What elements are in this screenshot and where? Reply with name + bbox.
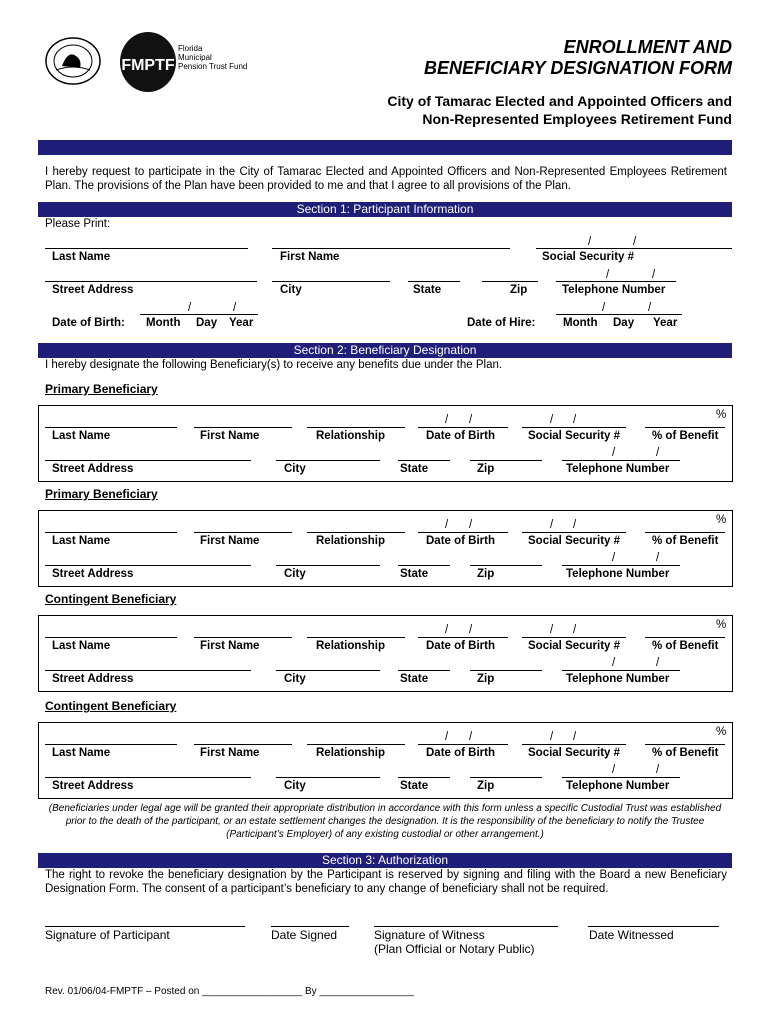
last-name-label: Last Name <box>52 430 111 442</box>
form-title-2: BENEFICIARY DESIGNATION FORM <box>423 58 732 78</box>
first-name-line[interactable] <box>194 637 292 638</box>
form-subtitle-1: City of Tamarac Elected and Appointed Officers and <box>387 93 732 109</box>
state-line[interactable] <box>398 777 450 778</box>
pct-line[interactable] <box>645 532 725 533</box>
relationship-label: Relationship <box>316 535 386 547</box>
dob-label: Date of Birth <box>426 535 495 547</box>
city-line[interactable] <box>276 777 380 778</box>
street-label: Street Address <box>52 673 134 685</box>
city-line[interactable] <box>276 565 380 566</box>
date-signed-label: Date Signed <box>271 928 338 942</box>
logo-letters: FMPTF <box>121 57 175 74</box>
zip-label: Zip <box>477 568 495 580</box>
last-name-line[interactable] <box>45 744 177 745</box>
p-phone-label: Telephone Number <box>562 284 666 296</box>
phone-slash: / <box>656 764 660 776</box>
zip-label: Zip <box>477 463 495 475</box>
city-label: City <box>284 780 306 792</box>
ssn-label: Social Security # <box>528 640 621 652</box>
revision-footer: Rev. 01/06/04-FMPTF – Posted on __________________ By _________________ <box>45 986 414 997</box>
pct-label: % of Benefit <box>652 430 719 442</box>
street-label: Street Address <box>52 780 134 792</box>
ssn-slash: / <box>573 519 577 531</box>
pct-line[interactable] <box>645 427 725 428</box>
dob-line[interactable] <box>418 637 508 638</box>
relationship-line[interactable] <box>307 637 405 638</box>
pct-label: % of Benefit <box>652 747 719 759</box>
last-name-line[interactable] <box>45 248 248 249</box>
pct-label: % of Benefit <box>652 535 719 547</box>
phone-line[interactable] <box>562 777 680 778</box>
state-line[interactable] <box>408 281 460 282</box>
date-witnessed-line[interactable] <box>588 926 719 927</box>
pct-sign: % <box>716 619 727 631</box>
dob-slash: / <box>445 731 449 743</box>
pct-sign: % <box>716 514 727 526</box>
logo-line-3: Pension Trust Fund <box>178 62 248 71</box>
street-line[interactable] <box>45 460 251 461</box>
phone-slash-1: / <box>606 269 610 281</box>
ssn-label: Social Security # <box>528 747 621 759</box>
relationship-label: Relationship <box>316 640 386 652</box>
ssn-slash: / <box>550 624 554 636</box>
date-signed-line[interactable] <box>271 926 349 927</box>
phone-label: Telephone Number <box>566 463 670 475</box>
city-label: City <box>284 673 306 685</box>
sig-witness-label: Signature of Witness <box>374 928 485 942</box>
last-name-label: Last Name <box>52 640 111 652</box>
pct-sign: % <box>716 726 727 738</box>
dob-line[interactable] <box>418 427 508 428</box>
header-bar <box>38 140 732 155</box>
phone-slash: / <box>612 657 616 669</box>
p-doh-day: Day <box>613 317 635 329</box>
last-name-line[interactable] <box>45 427 177 428</box>
form-subtitle-2: Non-Represented Employees Retirement Fund <box>422 111 732 127</box>
form-title-1: ENROLLMENT AND <box>563 37 732 57</box>
beneficiary-heading: Contingent Beneficiary <box>45 699 177 713</box>
dob-slash: / <box>469 414 473 426</box>
dob-slash: / <box>469 519 473 531</box>
witness-sub-label: (Plan Official or Notary Public) <box>374 942 535 956</box>
last-name-line[interactable] <box>45 532 177 533</box>
state-label: State <box>400 780 429 792</box>
first-name-label: First Name <box>200 640 260 652</box>
street-line[interactable] <box>45 777 251 778</box>
phone-slash: / <box>656 657 660 669</box>
doh-slash-1: / <box>602 302 606 314</box>
dob-slash-1: / <box>188 302 192 314</box>
phone-line[interactable] <box>562 565 680 566</box>
zip-line[interactable] <box>470 777 542 778</box>
first-name-line[interactable] <box>194 427 292 428</box>
p-dob-day: Day <box>196 317 218 329</box>
city-line[interactable] <box>276 670 380 671</box>
zip-line[interactable] <box>470 460 542 461</box>
ssn-label: Social Security # <box>528 430 621 442</box>
p-city-label: City <box>280 284 302 296</box>
ssn-line[interactable] <box>522 427 626 428</box>
zip-line[interactable] <box>482 281 538 282</box>
city-seal <box>44 36 102 86</box>
last-name-label: Last Name <box>52 747 111 759</box>
beneficiary-heading: Contingent Beneficiary <box>45 592 177 606</box>
p-first-name-label: First Name <box>280 251 340 263</box>
zip-line[interactable] <box>470 670 542 671</box>
p-dob-month: Month <box>146 317 181 329</box>
state-line[interactable] <box>398 670 450 671</box>
beneficiary-heading: Primary Beneficiary <box>45 487 158 501</box>
ssn-slash: / <box>550 414 554 426</box>
logo-line-2: Municipal <box>178 53 212 62</box>
ssn-slash: / <box>550 731 554 743</box>
city-label: City <box>284 568 306 580</box>
pct-line[interactable] <box>645 744 725 745</box>
please-print: Please Print: <box>45 218 111 230</box>
p-dob-label: Date of Birth: <box>52 317 125 329</box>
relationship-line[interactable] <box>307 744 405 745</box>
dob-slash: / <box>445 624 449 636</box>
ssn-label: Social Security # <box>528 535 621 547</box>
state-label: State <box>400 463 429 475</box>
intro-text: I hereby request to participate in the City of Tamarac Elected and Appointed Officers and Non-Represented Employees Retirement Plan. The provisions of the Plan have been provided to me and that I agree to all provisions of the Plan. <box>45 166 727 192</box>
first-name-line[interactable] <box>194 532 292 533</box>
ssn-line[interactable] <box>536 248 732 249</box>
ssn-line[interactable] <box>522 532 626 533</box>
beneficiary-note: (Beneficiaries under legal age will be granted their appropriate distribution in accordance with this form unless a specific Custodial Trust was established prior to the death of the participant, or an estate settlement changes the designation. It is the responsibility of the beneficiary to notify the Trustee (Participant’s Employer) of any existing custodial or other arrangement.) <box>48 803 722 840</box>
phone-slash: / <box>612 552 616 564</box>
participant-signature-line[interactable] <box>45 926 245 927</box>
section2-intro: I hereby designate the following Beneficiary(s) to receive any benefits due under the Plan. <box>45 359 503 371</box>
first-name-label: First Name <box>200 430 260 442</box>
phone-line[interactable] <box>562 460 680 461</box>
p-doh-year: Year <box>653 317 678 329</box>
ssn-slash-2: / <box>633 236 637 248</box>
logo-line-1: Florida <box>178 44 203 53</box>
dob-slash-2: / <box>233 302 237 314</box>
dob-slash: / <box>469 624 473 636</box>
first-name-line[interactable] <box>194 744 292 745</box>
state-label: State <box>400 568 429 580</box>
city-label: City <box>284 463 306 475</box>
witness-signature-line[interactable] <box>374 926 558 927</box>
phone-slash: / <box>656 447 660 459</box>
ssn-slash: / <box>550 519 554 531</box>
p-dob-year: Year <box>229 317 254 329</box>
p-doh-label: Date of Hire: <box>467 317 536 329</box>
state-line[interactable] <box>398 460 450 461</box>
doh-slash-2: / <box>648 302 652 314</box>
phone-line[interactable] <box>562 670 680 671</box>
zip-label: Zip <box>477 673 495 685</box>
sig-participant-label: Signature of Participant <box>45 928 170 942</box>
section3-title: Section 3: Authorization <box>38 853 732 868</box>
dob-label: Date of Birth <box>426 640 495 652</box>
pct-sign: % <box>716 409 727 421</box>
zip-label: Zip <box>477 780 495 792</box>
dob-line[interactable] <box>140 314 258 315</box>
last-name-label: Last Name <box>52 535 111 547</box>
relationship-label: Relationship <box>316 747 386 759</box>
beneficiary-heading: Primary Beneficiary <box>45 382 158 396</box>
phone-line[interactable] <box>556 281 676 282</box>
ssn-line[interactable] <box>522 744 626 745</box>
ssn-slash: / <box>573 624 577 636</box>
phone-slash: / <box>656 552 660 564</box>
dob-line[interactable] <box>418 532 508 533</box>
first-name-label: First Name <box>200 535 260 547</box>
ssn-slash-1: / <box>588 236 592 248</box>
section1-title: Section 1: Participant Information <box>38 202 732 217</box>
p-ssn-label: Social Security # <box>542 251 635 263</box>
phone-slash: / <box>612 447 616 459</box>
state-label: State <box>400 673 429 685</box>
phone-slash-2: / <box>652 269 656 281</box>
state-line[interactable] <box>398 565 450 566</box>
last-name-line[interactable] <box>45 637 177 638</box>
p-last-name-label: Last Name <box>52 251 111 263</box>
street-line[interactable] <box>45 670 251 671</box>
ssn-slash: / <box>573 731 577 743</box>
first-name-label: First Name <box>200 747 260 759</box>
ssn-line[interactable] <box>522 637 626 638</box>
phone-label: Telephone Number <box>566 673 670 685</box>
street-line[interactable] <box>45 565 251 566</box>
ssn-slash: / <box>573 414 577 426</box>
phone-slash: / <box>612 764 616 776</box>
zip-line[interactable] <box>470 565 542 566</box>
relationship-line[interactable] <box>307 532 405 533</box>
p-doh-month: Month <box>563 317 598 329</box>
p-street-label: Street Address <box>52 284 134 296</box>
doh-line[interactable] <box>556 314 682 315</box>
relationship-line[interactable] <box>307 427 405 428</box>
street-label: Street Address <box>52 568 134 580</box>
phone-label: Telephone Number <box>566 568 670 580</box>
p-zip-label: Zip <box>510 284 528 296</box>
street-label: Street Address <box>52 463 134 475</box>
city-line[interactable] <box>276 460 380 461</box>
section2-title: Section 2: Beneficiary Designation <box>38 343 732 358</box>
dob-slash: / <box>445 519 449 531</box>
p-state-label: State <box>413 284 442 296</box>
date-witnessed-label: Date Witnessed <box>589 928 674 942</box>
city-line[interactable] <box>272 281 390 282</box>
dob-slash: / <box>469 731 473 743</box>
relationship-label: Relationship <box>316 430 386 442</box>
dob-label: Date of Birth <box>426 430 495 442</box>
dob-label: Date of Birth <box>426 747 495 759</box>
street-line[interactable] <box>45 281 257 282</box>
pct-label: % of Benefit <box>652 640 719 652</box>
authorization-text: The right to revoke the beneficiary designation by the Participant is reserved by signing and filing with the Board a new Beneficiary Designation Form. The consent of a participant’s beneficiary to any change of beneficiary shall not be required. <box>45 869 727 895</box>
phone-label: Telephone Number <box>566 780 670 792</box>
dob-slash: / <box>445 414 449 426</box>
pct-line[interactable] <box>645 637 725 638</box>
dob-line[interactable] <box>418 744 508 745</box>
first-name-line[interactable] <box>272 248 510 249</box>
